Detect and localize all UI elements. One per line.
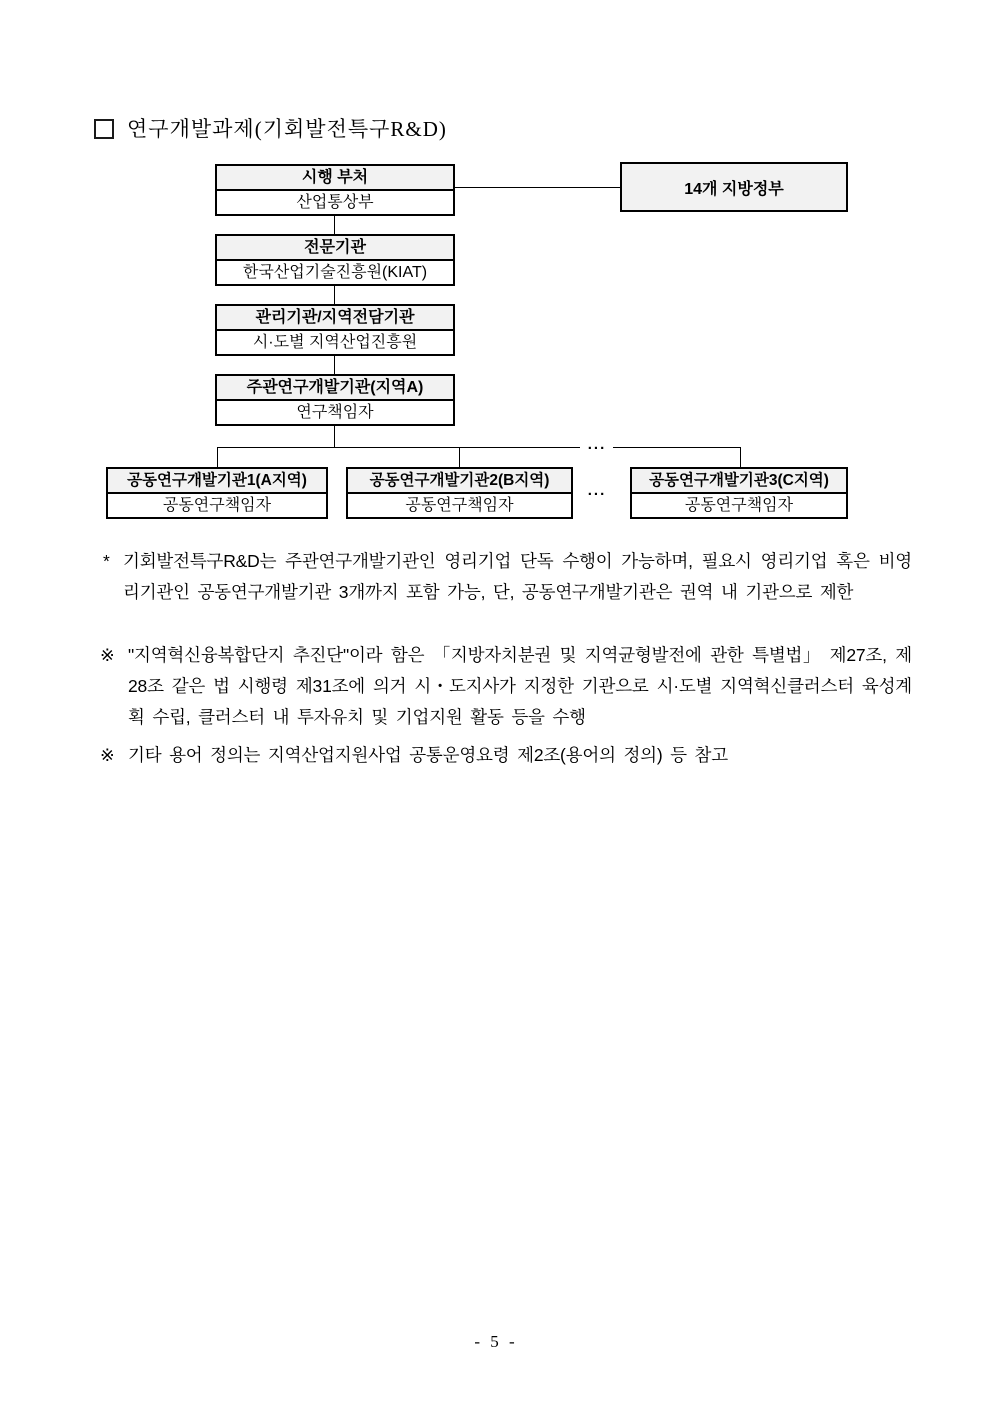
connector-bus-left: [217, 447, 580, 448]
org-node-ministry-header: 시행 부처: [217, 166, 453, 191]
org-node-co-rnd-org-3: [630, 467, 848, 519]
bus-ellipsis: ...: [587, 436, 607, 453]
connector-drop-co3: [740, 447, 741, 467]
row-ellipsis: ...: [587, 482, 607, 499]
org-node-specialized-agency-value: 한국산업기술진흥원(KIAT): [242, 264, 428, 281]
org-node-co-rnd-org-1: [106, 467, 328, 519]
connector-lead-stem: [334, 426, 335, 447]
org-node-specialized-agency-header: 전문기관: [217, 236, 453, 261]
footnote-1-text: 기회발전특구R&D는 주관연구개발기관인 영리기업 단독 수행이 가능하며, 필요시 영리기업 혹은 비영리기관인 공동연구개발기관 3개까지 포함 가능, 단, 공동연구개발기관은 권역 내 기관으로 제한: [123, 551, 912, 602]
org-node-co-rnd-org-2: [346, 467, 573, 519]
org-node-lead-rnd-org-value: 연구책임자: [296, 404, 374, 421]
footnote-2: [100, 640, 912, 733]
org-node-co-rnd-org-3-value: 공동연구책임자: [684, 497, 794, 514]
org-node-local-governments-header: 14개 지방정부: [684, 180, 784, 198]
org-node-management-agency-header: 관리기관/지역전담기관: [217, 306, 453, 331]
org-node-specialized-agency: [215, 234, 455, 286]
org-node-ministry: [215, 164, 455, 216]
section-title-text: 연구개발과제(기회발전특구R&D): [127, 117, 447, 141]
org-node-lead-rnd-org-header: 주관연구개발기관(지역A): [217, 376, 453, 401]
connector-ministry-localgov: [455, 187, 620, 188]
page-number: - 5 -: [474, 1332, 518, 1351]
org-node-local-governments: [620, 162, 848, 212]
footnote-2-marker: ※: [100, 645, 115, 665]
footnote-3: [100, 740, 912, 771]
footnote-1-marker: *: [103, 551, 110, 571]
connector-drop-co2: [459, 447, 460, 467]
footnote-3-text: 기타 용어 정의는 지역산업지원사업 공통운영요령 제2조(용어의 정의) 등 참고: [128, 745, 728, 765]
org-node-ministry-value: 산업통상부: [296, 194, 374, 211]
org-node-co-rnd-org-1-header: 공동연구개발기관1(A지역): [108, 469, 326, 494]
org-node-lead-rnd-org: [215, 374, 455, 426]
connector-drop-co1: [217, 447, 218, 467]
connector-ministry-agency: [334, 216, 335, 234]
footnote-3-marker: ※: [100, 745, 115, 765]
org-node-management-agency: [215, 304, 455, 356]
org-node-management-agency-value: 시·도별 지역산업진흥원: [252, 334, 418, 351]
checkbox-bullet-icon: [94, 119, 114, 139]
connector-bus-right: [613, 447, 741, 448]
section-title: [94, 113, 447, 143]
org-node-co-rnd-org-2-header: 공동연구개발기관2(B지역): [348, 469, 571, 494]
footnote-2-text: "지역혁신융복합단지 추진단"이라 함은 「지방자치분권 및 지역균형발전에 관한 특별법」 제27조, 제28조 같은 법 시행령 제31조에 의거 시・도지사가 지정한 기관으로 시·도별 지역혁신클러스터 육성계획 수립, 클러스터 내 투자유치 및 기업지원 활동 등을 수행: [128, 645, 912, 727]
org-node-co-rnd-org-2-value: 공동연구책임자: [405, 497, 514, 514]
footnote-1: [100, 546, 912, 608]
org-node-co-rnd-org-3-header: 공동연구개발기관3(C지역): [632, 469, 846, 494]
connector-agency-management: [334, 286, 335, 304]
org-node-co-rnd-org-1-value: 공동연구책임자: [162, 497, 272, 514]
connector-management-lead: [334, 356, 335, 374]
